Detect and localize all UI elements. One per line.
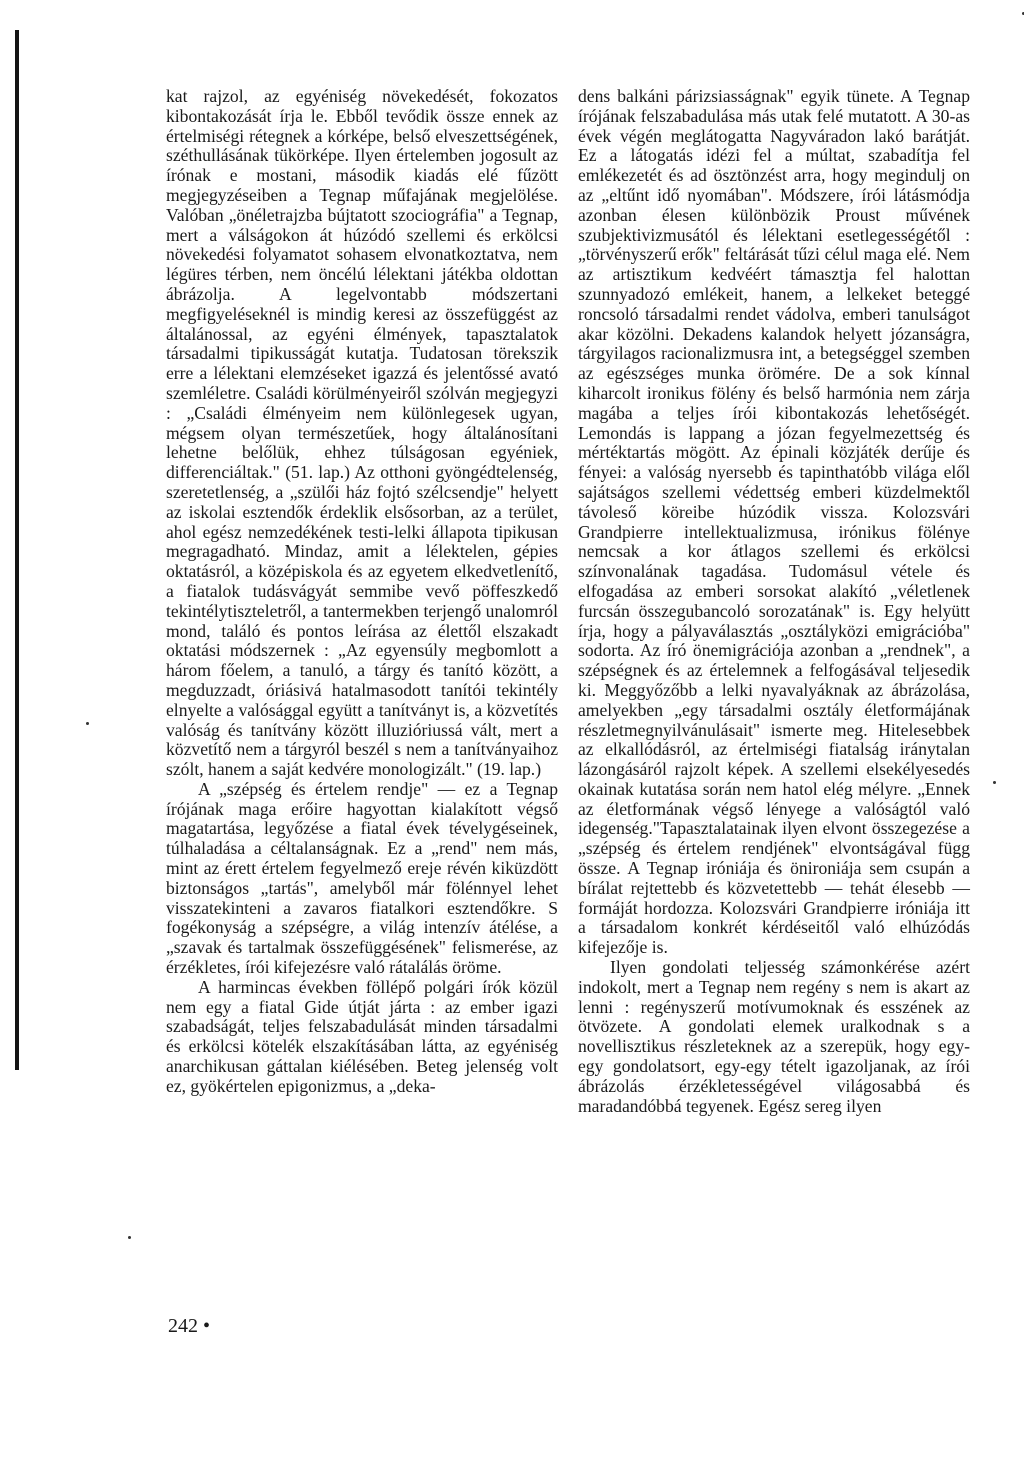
- scan-speck: [993, 781, 996, 784]
- right-paragraph-1: dens balkáni párizsiasságnak" egyik tünete. A Tegnap írójának felszabadulása más utak felé mutatott. A 30-as évek végén meglátogatta Nagyváradon lakó barátját. Ez a látogatás idézi fel a múltat, szabadítja fel emlékezetét és ad ösztönzést arra, hogy megindulj on az „eltűnt idő nyomában". Módszere, írói látásmódja azonban élesen különbözik Proust művének szubjektivizmusától és lélektani esetlegességétől : „törvényszerű erők" feltárását tűzi célul maga elé. Nem az artisztikum kedvéért támasztja fel halottan szunnyadozó emlékeit, hanem, a lelkeket beteggé roncsoló társadalmi rendet vádolva, emberi tanulságot akar közölni. Dekadens kalandok helyett józanságra, tárgyilagos racionalizmusra int, a betegséggel szemben az egészséges munka örömére. De a sok kínnal kiharcolt ironikus fölény és belső harmónia nem zárja magába a teljes írói kibontakozás lehetőségét. Lemondás is lappang a józan fegyelmezettség és mértéktartás mögött. Az épinali közjáték derűje és fényei: a valóság nyersebb és tapinthatóbb világa elől sajátságos szellemi védettség emberi küzdelmektől távoleső köreibe húzódik vissza. Kolozsvári Grandpierre intellektualizmusa, irónikus fölénye nemcsak a kor átlagos szellemi és erkölcsi színvonalának tagadása. Tudomásul vétele és elfogadása az emberi sorsokat alakító „véletlenek furcsán összegubancoló sorozatának" is. Egy helyütt írja, hogy a pályaválasztás „osztályközi emigrációba" sodorta. Az író önemigrációja azonban a „rendnek", a szépségnek és az értelemnek a felfogásával teljesedik ki. Meggyőzőbb a lelki nyavalyáknak az ábrázolása, amelyekben „egy társadalmi osztály életformájának részletmegnyilvánulásait" ismerte meg. Hitelesebbek az elkallódásról, az értelmiségi fiatalság iránytalan lázongásáról rajzolt képek. A szellemi elsekélyesedés okainak kutatása során nem hatol elég mélyre. „Ennek az életformának végső lényege a valóságtól való idegenség."Tapasztalatainak ilyen elvont összegezése a „szépség és értelem rendjének" elvontságával függ össze. A Tegnap iróniája és önironiája sem csupán a bírálat rejtettebb és közvetettebb — tehát élesebb — formáját hordozza. Kolozsvári Grandpierre iróniája itt a társadalom konkrét kérdéseitől való elhúzódás kifejezője is.: [578, 86, 970, 958]
- left-text-column: [166, 87, 558, 1097]
- scan-speck: [86, 722, 89, 725]
- page-number: 242 •: [168, 1315, 211, 1337]
- scan-speck: [128, 1236, 131, 1239]
- left-paragraph-2: A „szépség és értelem rendje" — ez a Tegnap írójának maga erőire hagyottan kialakított végső magatartása, legyőzése a fiatal évek tévelygéseinek, túlhaladása a céltalanságnak. Ez a „rend" nem más, mint az érett értelem fegyelmező ereje révén kiküzdött biztonságos „tartás", amelyből már fölénnyel lehet visszatekinteni a zavaros fiatalkori esztendőkre. S fogékonyság a szépségre, a világ intenzív átélése, a „szavak és tartalmak összefüggésének" felismerése, az érzékletes, írói kifejezésre való rátalálás öröme.: [166, 778, 558, 978]
- right-paragraph-2: Ilyen gondolati teljesség számonkérése azért indokolt, mert a Tegnap nem regény s nem is akart az lenni : regényszerű motívumoknak és esszének az ötvözete. A gondolati elemek uralkodnak s a novellisztikus részleteknek az a szerepük, hogy egy-egy gondolatsort, egy-egy tételt igazoljanak, az írói ábrázolás érzékletességével világosabbá és maradandóbbá tegyenek. Egész sereg ilyen: [578, 957, 970, 1116]
- page-binding-edge: [15, 30, 19, 1070]
- left-paragraph-3: A harmincas években föllépő polgári írók közül nem egy a fiatal Gide útját járta : az ember igazi szabadságát, teljes felszabadulását minden társadalmi és erkölcsi kötelék elszakításában látta, az egyéniség anarchikusan gáttalan kiélésében. Beteg jelenség volt ez, gyökértelen epigonizmus, a „deka-: [166, 976, 558, 1096]
- right-text-column: [578, 87, 970, 1116]
- left-paragraph-1: kat rajzol, az egyéniség növekedését, fokozatos kibontakozását írja le. Ebből tevődik össze ennek az értelmiségi rétegnek a kórképe, belső elveszettségének, széthullásának tükörképe. Ilyen értelemben jogosult az írónak e mostani, második kiadás elé fűzött megjegyzéseiben a Tegnap műfajának megjelölése. Valóban „önéletrajzba bújtatott szociográfia" a Tegnap, mert a válságokon át húzódó szellemi és erkölcsi növekedési folyamatot sohasem elvonatkoztatva, nem légüres térben, nem öncélú lélektani játékba oldottan ábrázolja. A legelvontabb módszertani megfigyeléseknél is mindig keresi az összefüggést az általánossal, az egyéni élmények, tapasztalatok társadalmi tipikusságát kutatja. Tudatosan törekszik erre a lélektani elemzéseket igazzá és jelentőssé avató szemléletre. Családi körülményeiről szólván megjegyzi : „Családi élményeim nem különlegesek ugyan, mégsem olyan természetűek, hogy általánosítani lehetne belőlük, ehhez túlságosan egyéniek, differenciáltak." (51. lap.) Az otthoni gyöngédtelenség, szeretetlenség, a „szülői ház fojtó szélcsendje" helyett az iskolai esztendők érdeklik elsősorban, az a terület, ahol egész nemzedékének testi-lelki állapota tipikusan megragadható. Mindaz, amit a lélektelen, gépies oktatásról, a középiskola és az egyetem elkedvetlenítő, a fiatalok tudásvágyát semmibe vevő pöffeszkedő tekintélytiszteletről, a tantermekben terjengő unalomról mond, találó és pontos leírása az élettől elszakadt oktatási módszernek : „Az egyensúly megbomlott a három főelem, a tanuló, a tárgy és tanító között, a megduzzadt, óriásivá hatalmasodott tanítói tekintély elnyelte a valósággal együtt a tanítványt is, a közvetítés valóság és tanítvány között illuzióriussá vált, mert a közvetítő nem a tárgyról beszél s nem a tanítványaihoz szólt, hanem a saját kedvére monologizált." (19. lap.): [166, 86, 558, 780]
